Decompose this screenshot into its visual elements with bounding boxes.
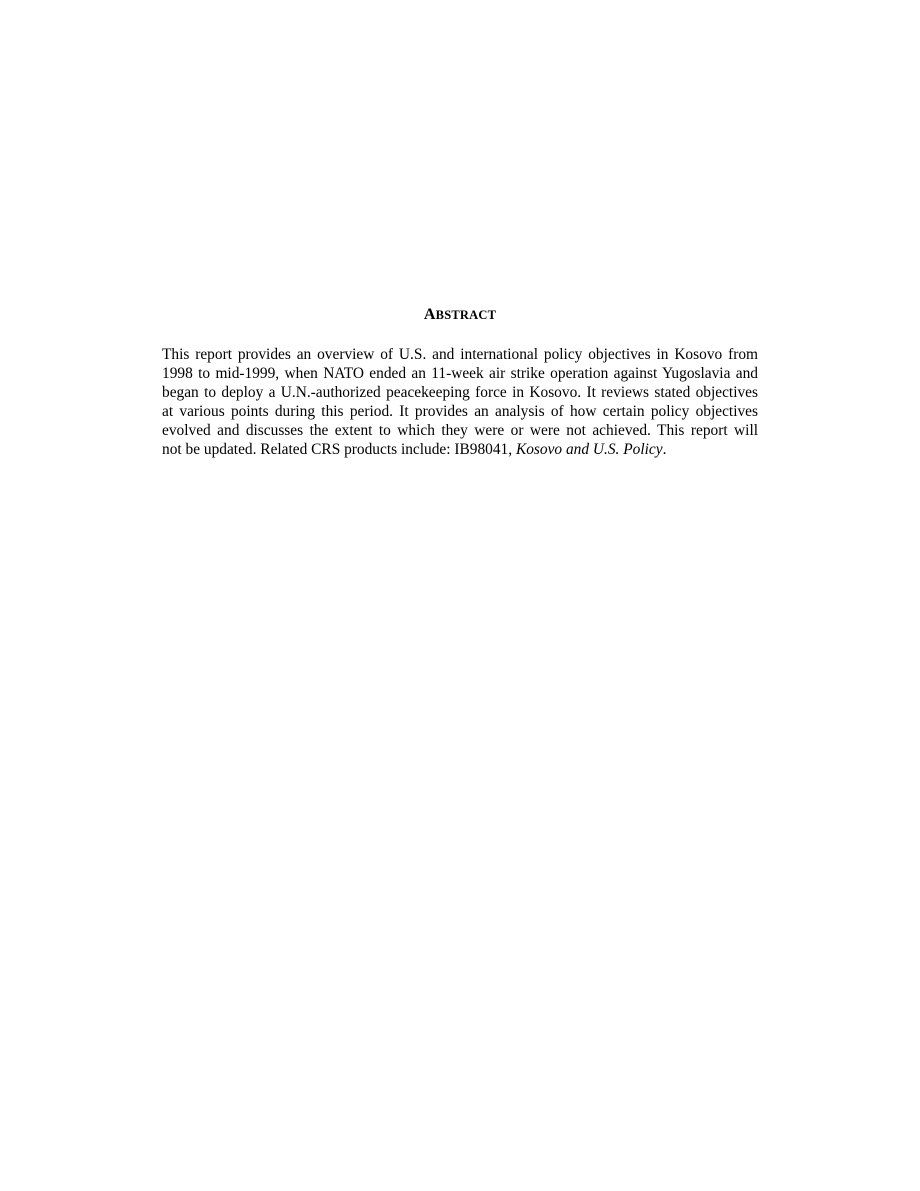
abstract-last-line <box>162 440 758 459</box>
abstract-line: evolved and discusses the extent to which they were or were not achieved. This report will <box>162 422 758 439</box>
abstract-paragraph <box>162 345 758 459</box>
abstract-line: This report provides an overview of U.S. and international policy objectives in Kosovo from <box>162 346 758 363</box>
abstract-heading-initial: A <box>423 306 436 323</box>
abstract-line: began to deploy a U.N.-authorized peacekeeping force in Kosovo. It reviews stated objectives <box>162 384 758 401</box>
abstract-heading <box>0 306 920 324</box>
abstract-heading-rest: BSTRACT <box>435 308 497 322</box>
abstract-line: at various points during this period. It provides an analysis of how certain policy objectives <box>162 403 758 420</box>
abstract-line: 1998 to mid-1999, when NATO ended an 11-week air strike operation against Yugoslavia and <box>162 365 758 382</box>
abstract-last-line-text: not be updated. Related CRS products include: IB98041, <box>162 441 516 458</box>
abstract-last-line-end: . <box>662 441 667 458</box>
related-product-title: Kosovo and U.S. Policy <box>515 441 663 458</box>
